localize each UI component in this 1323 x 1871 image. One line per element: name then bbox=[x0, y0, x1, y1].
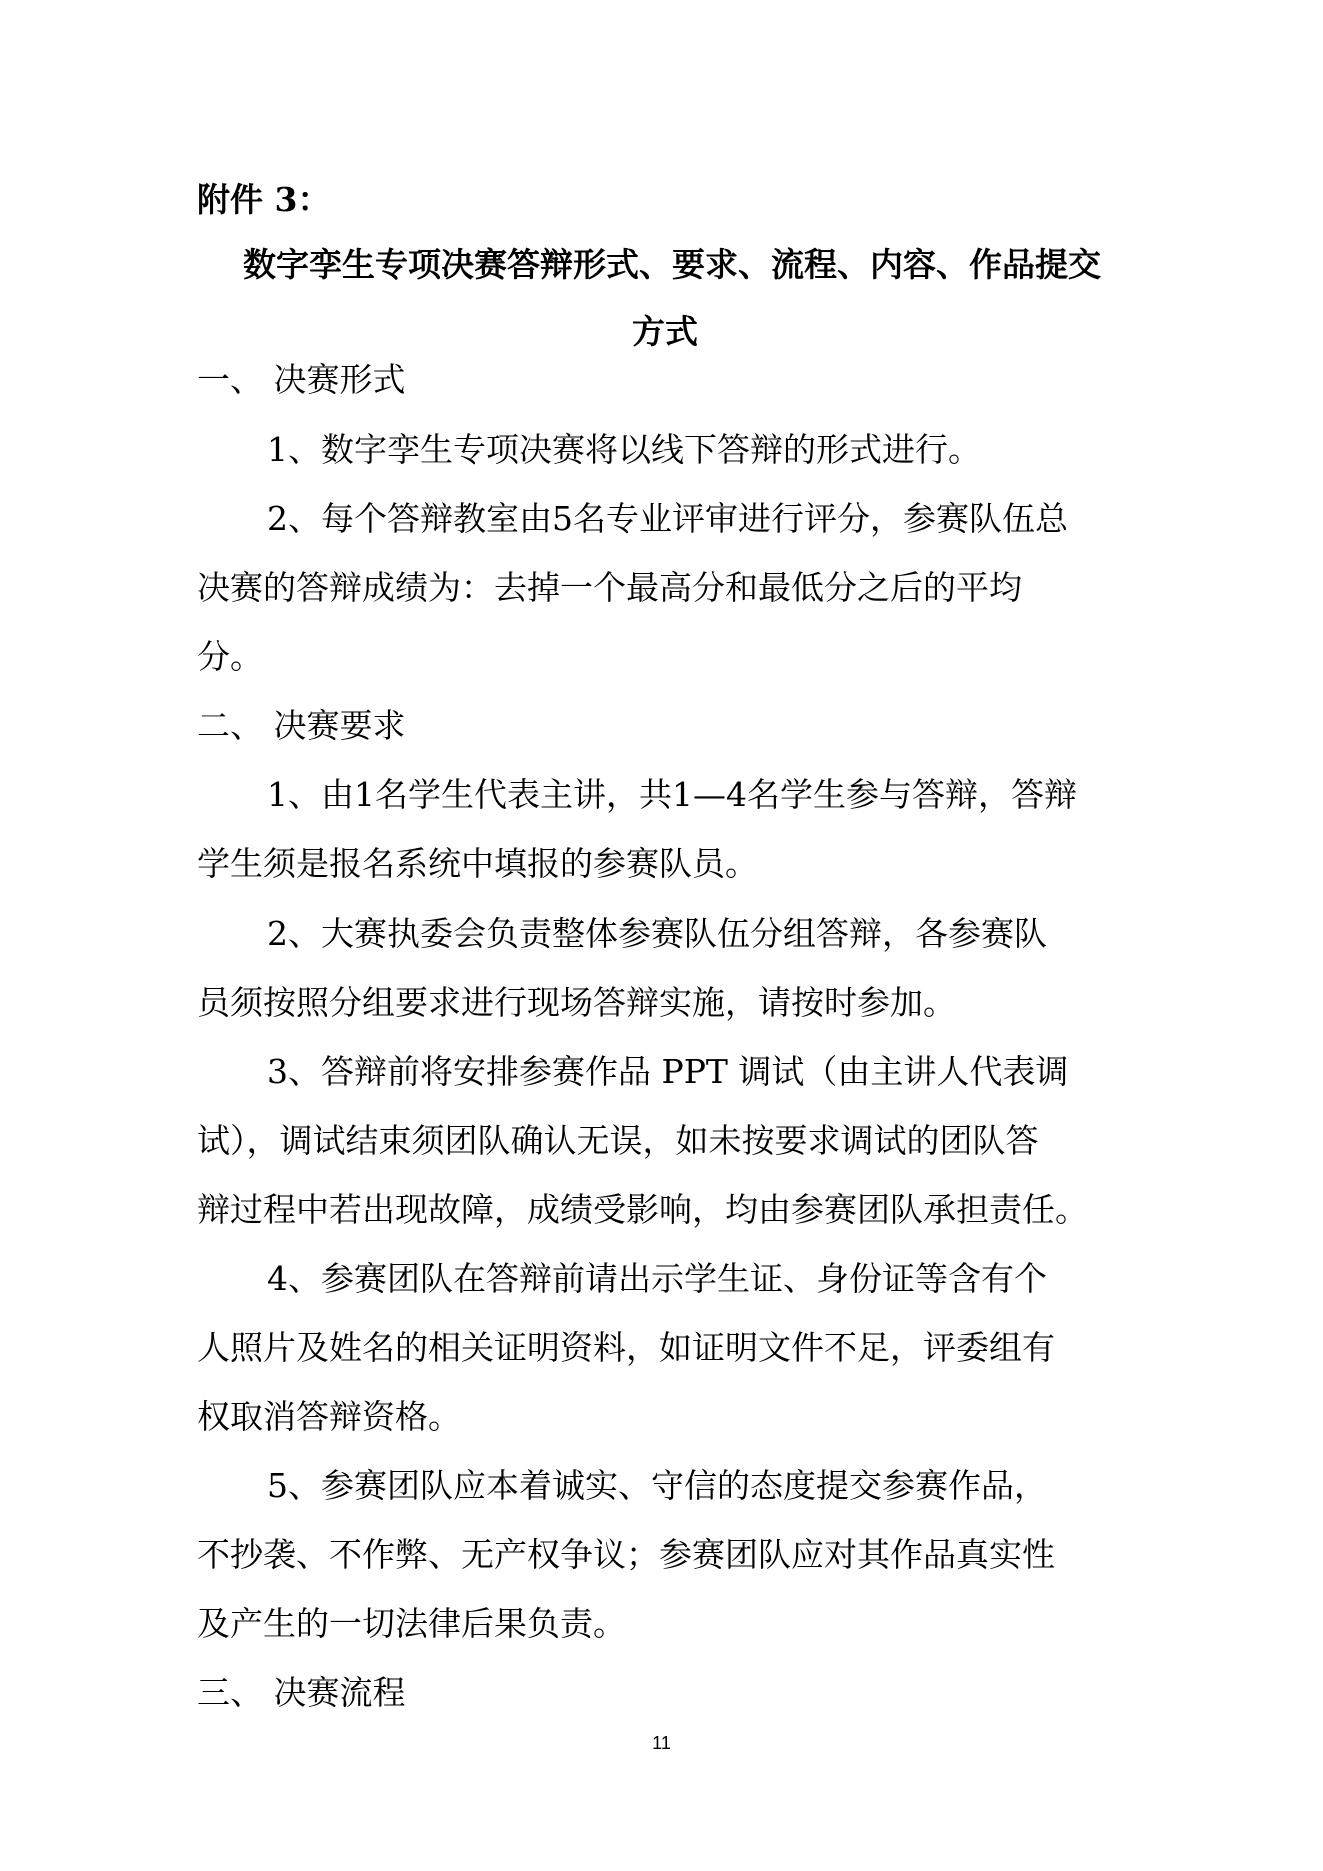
paragraph-line: 权取消答辩资格。 bbox=[197, 1397, 461, 1436]
paragraph-line: 3、答辩前将安排参赛作品 PPT 调试（由主讲人代表调 bbox=[267, 1052, 1069, 1091]
section-heading-2: 二、 决赛要求 bbox=[197, 706, 406, 745]
attachment-label: 附件 3： bbox=[197, 180, 331, 219]
paragraph-line: 2、大赛执委会负责整体参赛队伍分组答辩，各参赛队 bbox=[267, 914, 1047, 953]
paragraph-line: 决赛的答辩成绩为：去掉一个最高分和最低分之后的平均 bbox=[197, 568, 1022, 607]
paragraph-line: 4、参赛团队在答辩前请出示学生证、身份证等含有个 bbox=[267, 1259, 1047, 1298]
page-title-line-2: 方式 bbox=[632, 312, 698, 351]
paragraph-line: 辩过程中若出现故障，成绩受影响，均由参赛团队承担责任。 bbox=[197, 1190, 1088, 1229]
paragraph-line: 员须按照分组要求进行现场答辩实施，请按时参加。 bbox=[197, 983, 956, 1022]
page-number: 11 bbox=[652, 1733, 671, 1753]
section-heading-3: 三、 决赛流程 bbox=[197, 1673, 406, 1712]
paragraph-line: 分。 bbox=[197, 637, 263, 676]
paragraph-line: 2、每个答辩教室由5名专业评审进行评分，参赛队伍总 bbox=[267, 499, 1068, 538]
paragraph-line: 及产生的一切法律后果负责。 bbox=[197, 1604, 626, 1643]
paragraph-line: 学生须是报名系统中填报的参赛队员。 bbox=[197, 844, 758, 883]
page-title-line-1: 数字孪生专项决赛答辩形式、要求、流程、内容、作品提交 bbox=[243, 245, 1101, 284]
paragraph-line: 不抄袭、不作弊、无产权争议；参赛团队应对其作品真实性 bbox=[197, 1535, 1055, 1574]
section-heading-1: 一、 决赛形式 bbox=[197, 360, 406, 399]
paragraph-line: 试），调试结束须团队确认无误，如未按要求调试的团队答 bbox=[197, 1121, 1039, 1160]
paragraph-line: 1、数字孪生专项决赛将以线下答辩的形式进行。 bbox=[267, 430, 981, 469]
paragraph-line: 1、由1名学生代表主讲，共1—4名学生参与答辩，答辩 bbox=[267, 775, 1077, 814]
paragraph-line: 5、参赛团队应本着诚实、守信的态度提交参赛作品， bbox=[267, 1466, 1047, 1505]
paragraph-line: 人照片及姓名的相关证明资料，如证明文件不足，评委组有 bbox=[197, 1328, 1055, 1367]
